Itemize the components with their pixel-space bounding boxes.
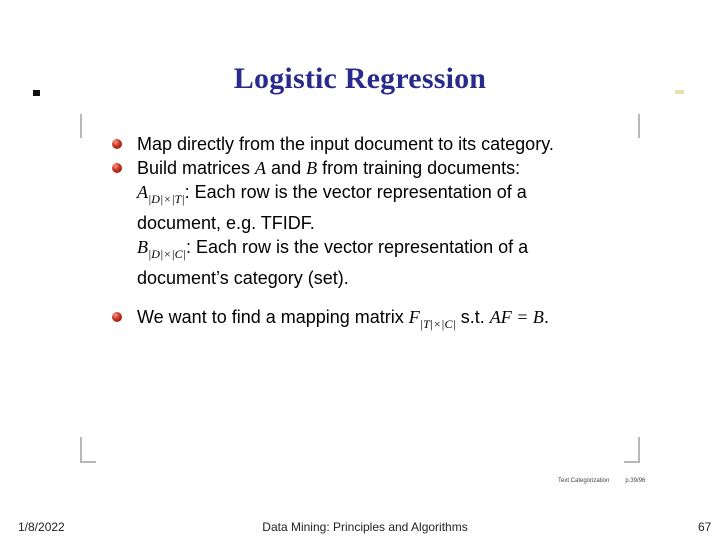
matrix-f-symbol bbox=[409, 305, 456, 336]
inner-slide-footer bbox=[558, 478, 645, 484]
bullet-icon bbox=[112, 163, 122, 173]
math-subscript: |T|×|C| bbox=[419, 317, 456, 331]
math-symbol: A bbox=[137, 182, 148, 202]
inner-footer-label: Text Categorization bbox=[558, 478, 610, 484]
math-subscript: |D|×|T| bbox=[148, 192, 185, 206]
frame-corner-bottom-right bbox=[624, 437, 640, 463]
footer-title: Data Mining: Principles and Algorithms bbox=[262, 520, 468, 534]
bullet-text: Map directly from the input document to its category. bbox=[137, 134, 554, 154]
math-subscript: |D|×|C| bbox=[148, 247, 186, 261]
decorative-mark-left bbox=[33, 90, 40, 96]
slide-content bbox=[112, 132, 627, 336]
matrix-a-description-cont: document, e.g. TFIDF. bbox=[137, 213, 315, 233]
matrix-b-description-cont: document’s category (set). bbox=[137, 268, 349, 288]
spacer bbox=[112, 290, 627, 305]
decorative-mark-right bbox=[675, 90, 684, 94]
bullet-item-3 bbox=[112, 305, 627, 336]
bullet-text: We want to find a mapping matrix bbox=[137, 307, 409, 327]
math-symbol: B bbox=[137, 237, 148, 257]
footer-date: 1/8/2022 bbox=[18, 520, 65, 534]
bullet-text: and bbox=[266, 158, 307, 178]
bullet-text: . bbox=[543, 307, 549, 327]
math-symbol-b: B bbox=[306, 158, 318, 178]
matrix-b-symbol bbox=[137, 235, 186, 266]
math-symbol: F bbox=[408, 307, 420, 327]
bullet-item-1 bbox=[112, 132, 627, 156]
bullet-icon bbox=[112, 139, 122, 149]
bullet-item-2 bbox=[112, 156, 627, 290]
slide-title: Logistic Regression bbox=[233, 62, 487, 95]
matrix-b-description: : Each row is the vector representation of a bbox=[185, 237, 529, 257]
math-symbol-a: A bbox=[255, 158, 267, 178]
frame-corner-top-left bbox=[80, 114, 96, 138]
inner-footer-page: p.39/96 bbox=[625, 478, 646, 484]
matrix-a-description: : Each row is the vector representation of a bbox=[184, 182, 527, 202]
bullet-text: Build matrices bbox=[137, 158, 256, 178]
frame-corner-bottom-left bbox=[80, 437, 96, 463]
bullet-icon bbox=[112, 312, 122, 322]
footer-page-number: 67 bbox=[698, 520, 712, 534]
matrix-a-symbol bbox=[137, 180, 185, 211]
bullet-text: from training documents: bbox=[317, 158, 521, 178]
bullet-text: s.t. bbox=[455, 307, 490, 327]
equation: AF = B bbox=[489, 307, 544, 327]
